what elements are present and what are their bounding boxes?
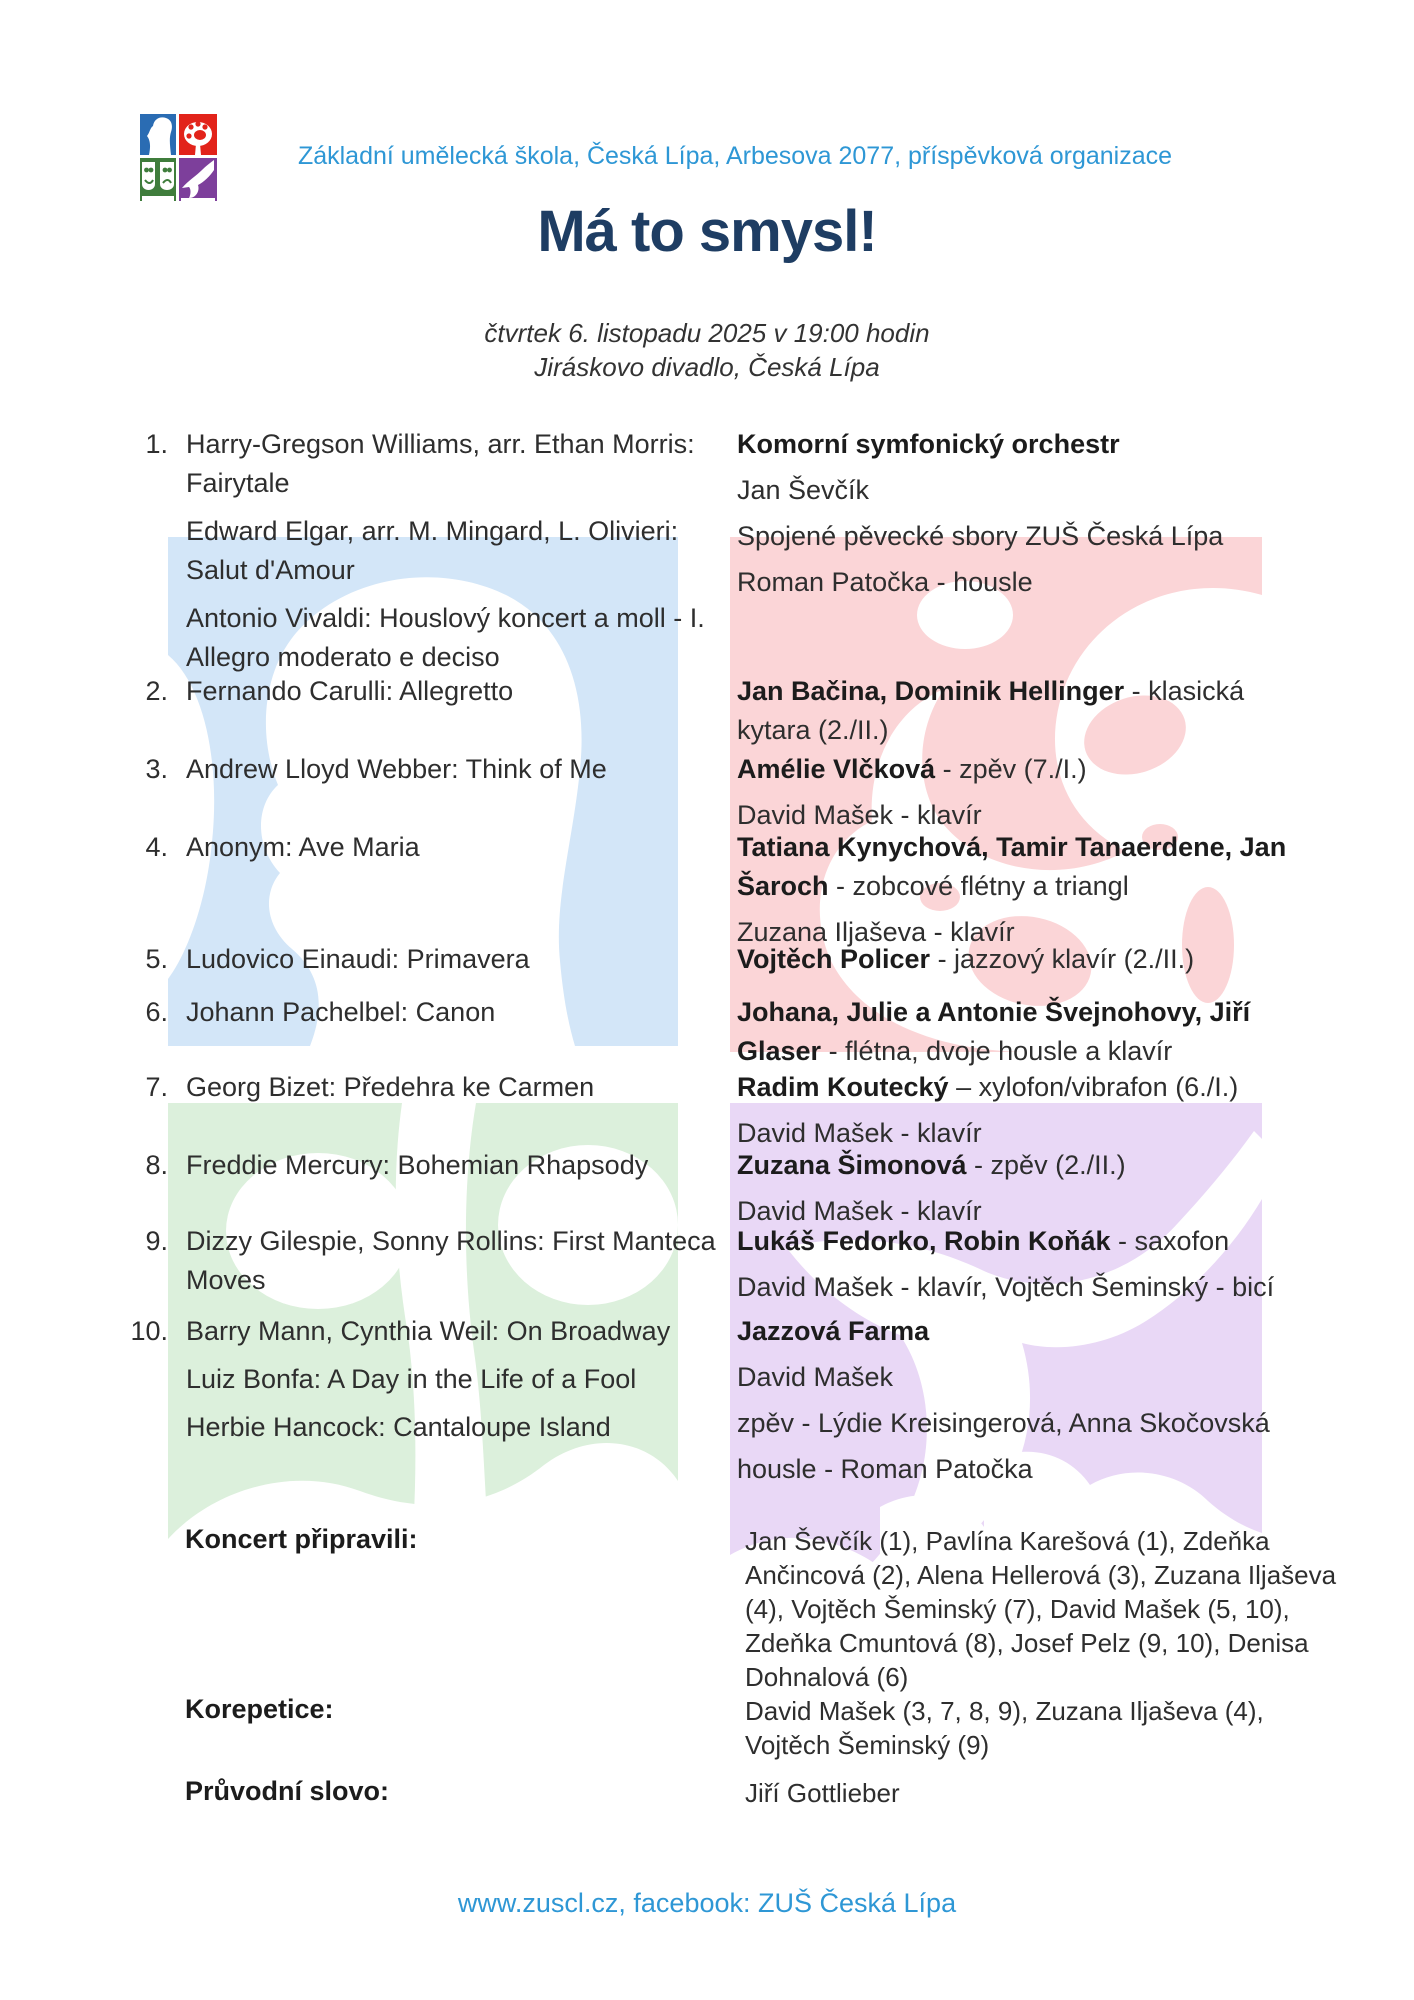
performer-line: Komorní symfonický orchestr <box>737 429 1120 459</box>
piece-title: Anonym: Ave Maria <box>186 832 420 862</box>
piece-title: Andrew Lloyd Webber: Think of Me <box>186 754 607 784</box>
performer-line: David Mašek - klavír <box>737 1196 982 1226</box>
program-item-pieces <box>186 940 716 988</box>
performer-line: David Mašek <box>737 1362 894 1392</box>
logo-palette-tile-icon <box>179 114 217 155</box>
credit-label: Koncert připravili: <box>185 1524 418 1554</box>
program-item-number: 2. <box>145 676 168 706</box>
performer-line: Johana, Julie a Antonie Švejnohovy, Jiří Glaser - flétna, dvoje housle a klavír <box>737 997 1251 1066</box>
event-venue: Jiráskovo divadlo, Česká Lípa <box>534 352 880 382</box>
program-item-number: 9. <box>145 1226 168 1256</box>
program-item-performers <box>737 672 1309 757</box>
event-date: čtvrtek 6. listopadu 2025 v 19:00 hodin <box>484 318 930 348</box>
credit-text: Jan Ševčík (1), Pavlína Karešová (1), Zdeňka Ančincová (2), Alena Hellerová (3), Zuzana Iljaševa (4), Vojtěch Šeminský (7), David Mašek (5, 10), Zdeňka Cmuntová (8), Josef Pelz (9, 10), Denisa Dohnalová (6) <box>745 1526 1337 1692</box>
performer-line: Jan Bačina, Dominik Hellinger - klasická kytara (2./II.) <box>737 676 1245 745</box>
performer-line: housle - Roman Patočka <box>737 1454 1033 1484</box>
program-item-number: 3. <box>145 754 168 784</box>
performer-line: David Mašek - klavír <box>737 1118 982 1148</box>
logo-dancer-tile-icon <box>179 158 217 201</box>
program-item-performers <box>737 1222 1309 1314</box>
school-logo <box>140 114 218 202</box>
piece-title: Harry-Gregson Williams, arr. Ethan Morris: Fairytale <box>186 429 695 498</box>
piece-title: Edward Elgar, arr. M. Mingard, L. Olivieri: Salut d'Amour <box>186 516 679 585</box>
program-item-pieces <box>186 425 716 686</box>
credit-label: Korepetice: <box>185 1694 334 1724</box>
piece-title: Ludovico Einaudi: Primavera <box>186 944 530 974</box>
program-item-number: 5. <box>145 944 168 974</box>
program-item-pieces <box>186 750 716 798</box>
program-item-number: 1. <box>145 429 168 459</box>
program-item-pieces <box>186 1146 716 1194</box>
credit-text: Jiří Gottlieber <box>745 1778 900 1808</box>
piece-title: Herbie Hancock: Cantaloupe Island <box>186 1412 611 1442</box>
piece-title: Dizzy Gilespie, Sonny Rollins: First Manteca Moves <box>186 1226 716 1295</box>
credit-text: David Mašek (3, 7, 8, 9), Zuzana Iljaševa (4), Vojtěch Šeminský (9) <box>745 1696 1264 1760</box>
performer-line: David Mašek - klavír, Vojtěch Šeminský - bicí <box>737 1272 1275 1302</box>
footer-link[interactable]: www.zuscl.cz, facebook: ZUŠ Česká Lípa <box>457 1888 957 1918</box>
piece-title: Fernando Carulli: Allegretto <box>186 676 514 706</box>
piece-title: Freddie Mercury: Bohemian Rhapsody <box>186 1150 649 1180</box>
performer-line: Roman Patočka - housle <box>737 567 1033 597</box>
piece-title: Barry Mann, Cynthia Weil: On Broadway <box>186 1316 671 1346</box>
page-title: Má to smysl! <box>537 199 877 264</box>
performer-line: Tatiana Kynychová, Tamir Tanaerdene, Jan Šaroch - zobcové flétny a triangl <box>737 832 1287 901</box>
program-item-performers <box>737 1312 1309 1496</box>
performer-line: Jan Ševčík <box>737 475 870 505</box>
program-item-number: 6. <box>145 997 168 1027</box>
performer-line: zpěv - Lýdie Kreisingerová, Anna Skočovská <box>737 1408 1270 1438</box>
performer-line: Radim Koutecký – xylofon/vibrafon (6./I.) <box>737 1072 1239 1102</box>
piece-title: Luiz Bonfa: A Day in the Life of a Fool <box>186 1364 637 1394</box>
piece-title: Antonio Vivaldi: Houslový koncert a moll - I. Allegro moderato e deciso <box>186 603 705 672</box>
credit-label: Průvodní slovo: <box>185 1776 390 1806</box>
logo-music-tile-icon <box>140 114 176 155</box>
logo-masks-tile-icon <box>140 158 176 201</box>
program-item-pieces <box>186 1068 716 1116</box>
performer-line: Zuzana Iljaševa - klavír <box>737 917 1015 947</box>
performer-line: David Mašek - klavír <box>737 800 982 830</box>
performer-line: Vojtěch Policer - jazzový klavír (2./II.) <box>737 944 1195 974</box>
program-item-number: 10. <box>130 1316 168 1346</box>
program-item-pieces <box>186 1312 716 1456</box>
program-item-number: 4. <box>145 832 168 862</box>
program-item-pieces <box>186 993 716 1041</box>
program-item-pieces <box>186 1222 716 1309</box>
performer-line: Zuzana Šimonová - zpěv (2./II.) <box>737 1150 1126 1180</box>
program-item-performers <box>737 940 1309 986</box>
program-item-number: 7. <box>145 1072 168 1102</box>
program-item-pieces <box>186 672 716 720</box>
program-item-pieces <box>186 828 716 876</box>
piece-title: Johann Pachelbel: Canon <box>186 997 496 1027</box>
performer-line: Spojené pěvecké sbory ZUŠ Česká Lípa <box>737 521 1224 551</box>
program-item-performers <box>737 993 1309 1078</box>
event-date-venue <box>0 316 1414 384</box>
organization-name: Základní umělecká škola, Česká Lípa, Arbesova 2077, příspěvková organizace <box>297 142 1173 170</box>
piece-title: Georg Bizet: Předehra ke Carmen <box>186 1072 595 1102</box>
performer-line: Lukáš Fedorko, Robin Koňák - saxofon <box>737 1226 1230 1256</box>
program-item-number: 8. <box>145 1150 168 1180</box>
performer-line: Jazzová Farma <box>737 1316 930 1346</box>
program-item-performers <box>737 425 1309 609</box>
performer-line: Amélie Vlčková - zpěv (7./I.) <box>737 754 1087 784</box>
